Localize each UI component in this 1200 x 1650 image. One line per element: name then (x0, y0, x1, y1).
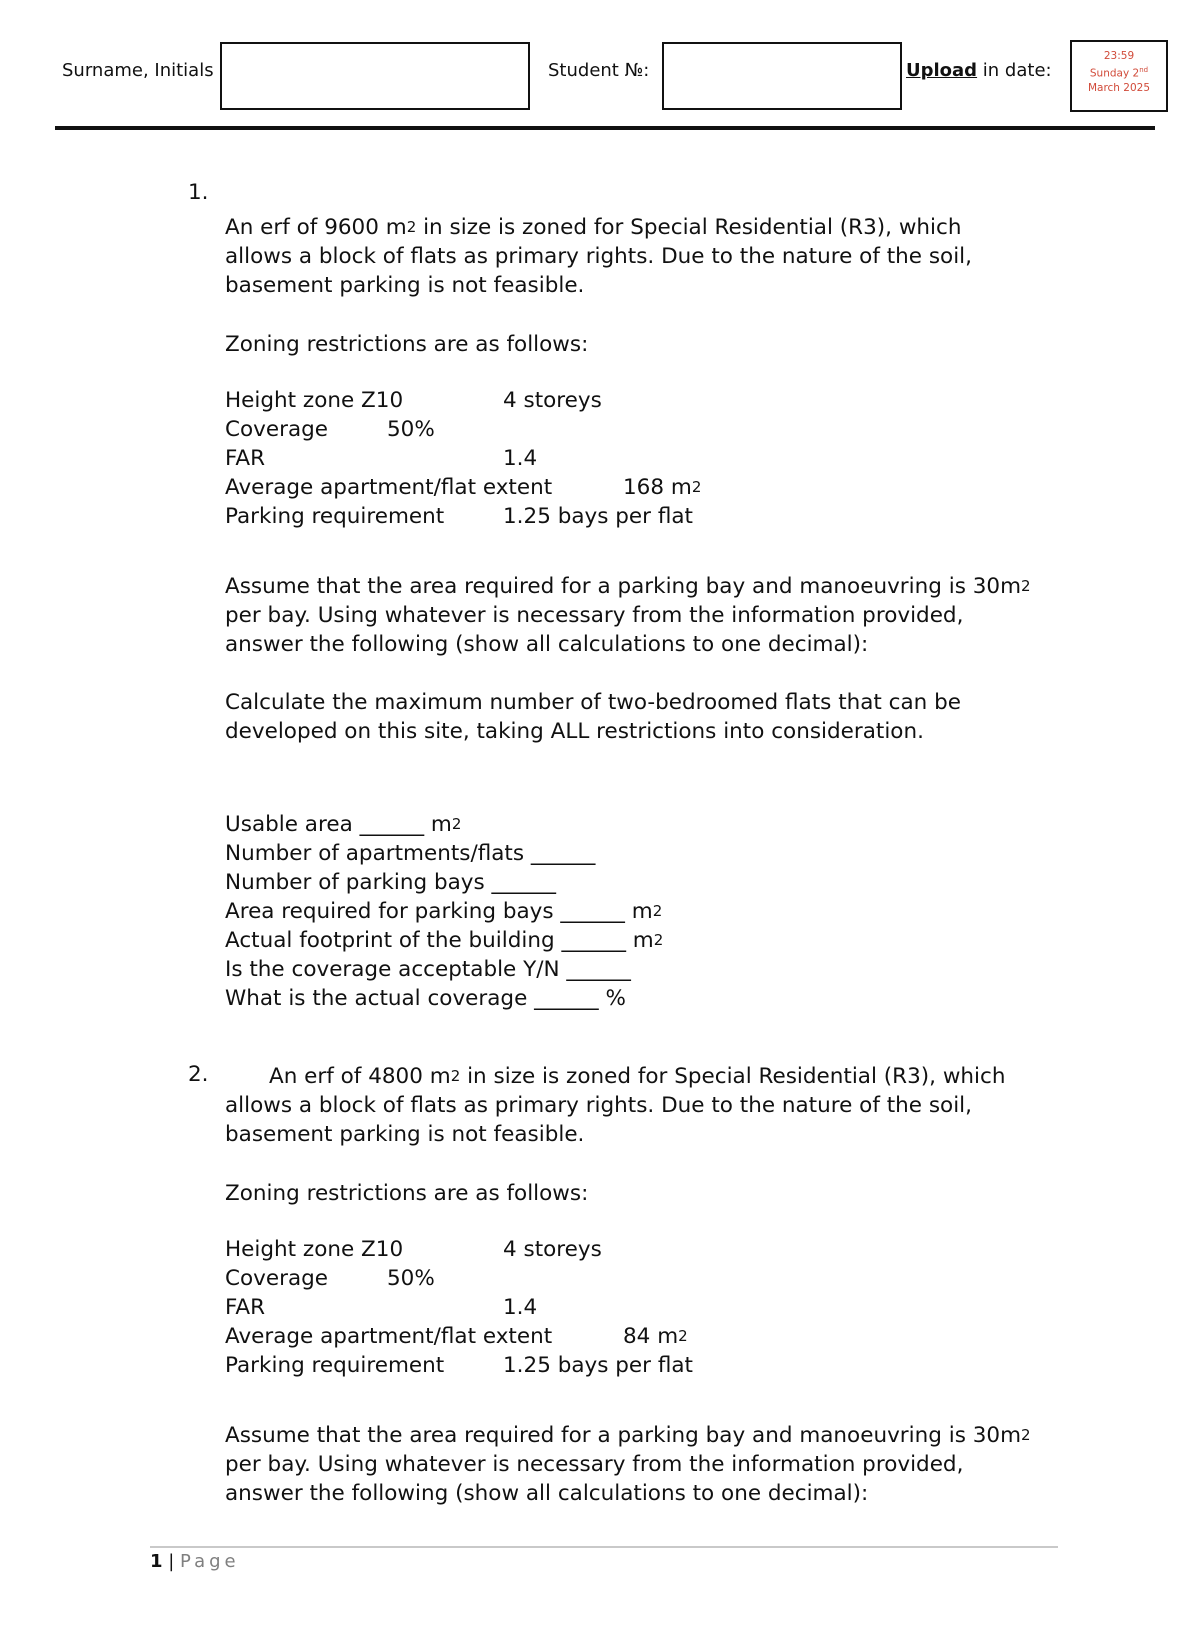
question-2-restrictions (225, 1235, 693, 1380)
restriction-value: 50% (387, 417, 435, 442)
question-2-assumption-line: answer the following (show all calculations to one decimal): (225, 1481, 869, 1506)
page-footer (150, 1551, 240, 1572)
question-1-intro-line: An erf of 9600 $m^2$ in size is zoned for Special Residential (R3), which (225, 215, 962, 240)
footer-separator: | (162, 1551, 181, 1572)
restriction-value: 168 $m^2$ (623, 475, 702, 500)
restriction-row (225, 473, 702, 502)
due-day: Sunday 2nd (1089, 66, 1149, 80)
header-divider (55, 126, 1155, 130)
restriction-label: Parking requirement (225, 504, 445, 529)
upload-date-label (906, 60, 1052, 81)
question-2-number: 2. (188, 1062, 209, 1087)
question-2-intro (225, 1062, 1005, 1149)
question-1-assumption (225, 572, 1031, 659)
answer-blank-line: Actual footprint of the building ______ $m^2$ (225, 928, 664, 953)
question-2-intro-line: basement parking is not feasible. (225, 1122, 585, 1147)
restriction-row (225, 1293, 552, 1322)
answer-blank-line: What is the actual coverage ______ % (225, 986, 626, 1011)
question-1-assumption-line: per bay. Using whatever is necessary from the information provided, (225, 603, 964, 628)
surname-input-box[interactable] (220, 42, 530, 110)
question-1-restrictions-heading: Zoning restrictions are as follows: (225, 332, 589, 357)
restriction-value: 4 storeys (503, 388, 602, 413)
question-1-intro-line: allows a block of flats as primary rights. Due to the nature of the soil, (225, 244, 972, 269)
question-2-assumption-line: per bay. Using whatever is necessary from the information provided, (225, 1452, 964, 1477)
question-1-answer-blanks (225, 810, 663, 1013)
restriction-value: 1.4 (503, 446, 538, 471)
page-word: Page (180, 1551, 240, 1572)
restriction-label: Average apartment/flat extent (225, 475, 553, 500)
answer-blank-line: Number of apartments/flats ______ (225, 841, 596, 866)
question-2-intro-line: An erf of 4800 $m^2$ in size is zoned for Special Residential (R3), which (269, 1064, 1006, 1089)
restriction-value: 84 $m^2$ (623, 1324, 688, 1349)
restriction-row (225, 1351, 693, 1380)
question-1-intro-line: basement parking is not feasible. (225, 273, 585, 298)
restriction-row (225, 386, 602, 415)
restriction-value: 1.25 bays per flat (503, 1353, 693, 1378)
restriction-row (225, 502, 693, 531)
restriction-row (225, 444, 552, 473)
question-1-task (225, 688, 961, 746)
student-number-input-box[interactable] (662, 42, 902, 110)
answer-blank-line: Is the coverage acceptable Y/N ______ (225, 957, 631, 982)
question-2-assumption-line: Assume that the area required for a parking bay and manoeuvring is $30m^2$ (225, 1423, 1031, 1448)
footer-divider (150, 1546, 1058, 1548)
restriction-value: 1.4 (503, 1295, 538, 1320)
restriction-label: Parking requirement (225, 1353, 445, 1378)
restriction-row (225, 1322, 688, 1351)
question-1-task-line: developed on this site, taking ALL restrictions into consideration. (225, 719, 924, 744)
answer-blank-line: Usable area ______ $m^2$ (225, 812, 462, 837)
restriction-label: FAR (225, 1295, 266, 1320)
upload-label-rest: in date: (977, 60, 1052, 81)
surname-label: Surname, Initials (62, 60, 214, 81)
upload-keyword: Upload (906, 60, 978, 81)
restriction-label: FAR (225, 446, 266, 471)
restriction-value: 50% (387, 1266, 435, 1291)
answer-blank-line: Number of parking bays ______ (225, 870, 557, 895)
due-time: 23:59 (1103, 50, 1135, 62)
question-1-task-line: Calculate the maximum number of two-bedroomed flats that can be (225, 690, 962, 715)
restriction-row (225, 1264, 552, 1293)
page-number: 1 (150, 1551, 163, 1572)
question-1-number: 1. (188, 180, 209, 205)
restriction-row (225, 1235, 602, 1264)
restriction-value: 4 storeys (503, 1237, 602, 1262)
restriction-label: Coverage (225, 417, 329, 442)
restriction-label: Height zone Z10 (225, 388, 404, 413)
restriction-label: Height zone Z10 (225, 1237, 404, 1262)
restriction-label: Coverage (225, 1266, 329, 1291)
question-1-assumption-line: answer the following (show all calculations to one decimal): (225, 632, 869, 657)
restriction-value: 1.25 bays per flat (503, 504, 693, 529)
question-1-assumption-line: Assume that the area required for a parking bay and manoeuvring is $30m^2$ (225, 574, 1031, 599)
student-number-label: Student №: (548, 60, 650, 81)
question-2-assumption (225, 1421, 1031, 1508)
question-2-intro-line: allows a block of flats as primary rights. Due to the nature of the soil, (225, 1093, 972, 1118)
question-1-intro (225, 213, 972, 300)
question-2-restrictions-heading: Zoning restrictions are as follows: (225, 1181, 589, 1206)
restriction-row (225, 415, 552, 444)
due-month: March 2025 (1087, 81, 1151, 94)
restriction-label: Average apartment/flat extent (225, 1324, 553, 1349)
answer-blank-line: Area required for parking bays ______ $m^2$ (225, 899, 663, 924)
due-date-box (1070, 40, 1168, 112)
question-1-restrictions (225, 386, 702, 531)
